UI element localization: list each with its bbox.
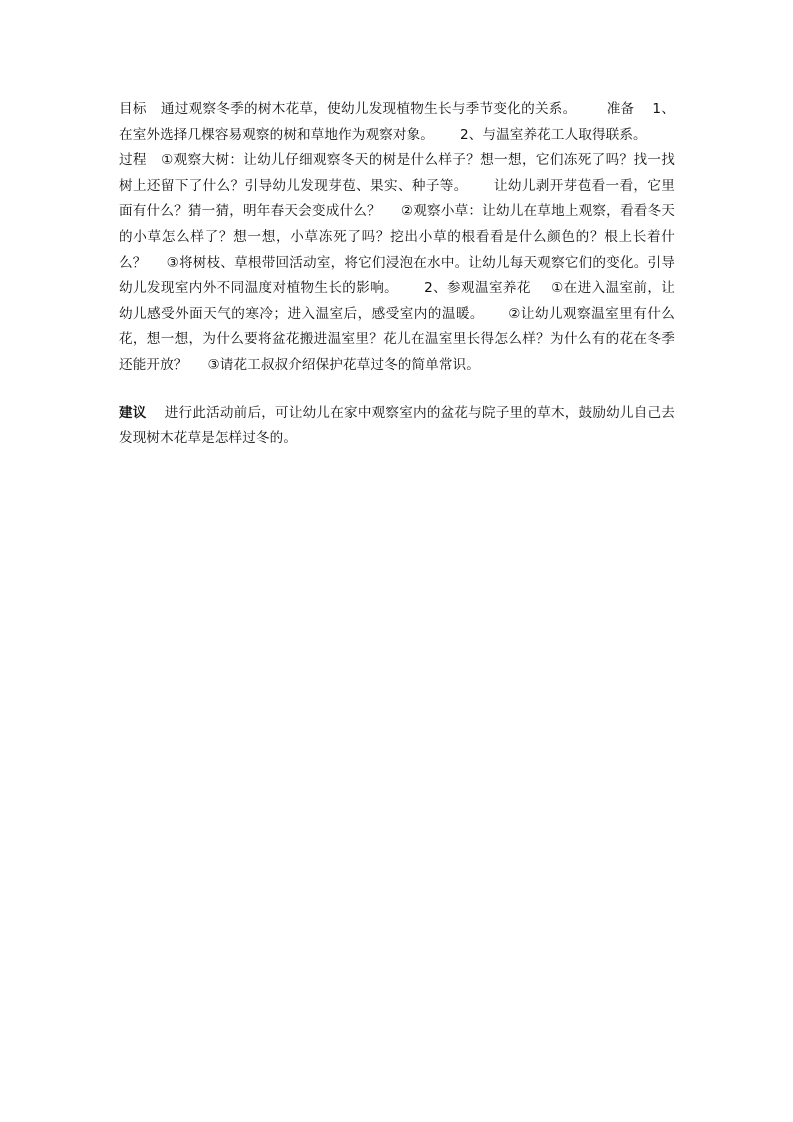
prep-item-1: 1、在室外选择几棵容易观察的树和草地作为观察对象。 xyxy=(119,101,676,143)
goal-label: 目标 xyxy=(119,101,147,117)
process-step-1a: ①观察大树：让幼儿仔细观察冬天的树是什么样子？想一想，它们冻死了吗？找一找树上还留下了什么？引导幼儿发现芽苞、果实、种子等。 xyxy=(119,152,675,194)
process-label: 过程 xyxy=(119,152,147,169)
process-part-2-step-1: ①在进入温室前，让幼儿感受外面天气的寒冷；进入温室后，感受室内的温暖。 xyxy=(119,280,676,322)
process-part-2-step-2: ②让幼儿观察温室里有什么花，想一想，为什么要将盆花搬进温室里？花儿在温室里长得怎么样？为什么有的花在冬季还能开放？ xyxy=(119,305,675,373)
process-part-2-label: 2、参观温室养花 xyxy=(424,280,531,297)
process-paragraph xyxy=(119,148,675,378)
prep-item-2: 2、与温室养花工人取得联系。 xyxy=(459,126,647,143)
suggestion-label: 建议 xyxy=(119,404,147,421)
process-step-3: ③将树枝、草根带回活动室，将它们浸泡在水中。让幼儿每天观察它们的变化。引导幼儿发现室内外不同温度对植物生长的影响。 xyxy=(119,254,675,297)
process-step-1b: 让幼儿剥开芽苞看一看，它里面有什么？猜一猜，明年春天会变成什么？ xyxy=(119,177,675,220)
suggestion-text: 进行此活动前后，可让幼儿在家中观察室内的盆花与院子里的草木，鼓励幼儿自己去发现树木花草是怎样过冬的。 xyxy=(119,404,675,447)
paragraph-gap xyxy=(119,379,675,401)
process-part-2-step-3: ③请花工叔叔介绍保护花草过冬的简单常识。 xyxy=(207,356,480,373)
goal-text: 通过观察冬季的树木花草，使幼儿发现植物生长与季节变化的关系。 xyxy=(160,101,577,117)
prep-label: 准备 xyxy=(606,101,635,117)
suggestion-paragraph xyxy=(119,401,675,452)
process-step-2: ②观察小草：让幼儿在草地上观察，看看冬天的小草怎么样了？想一想，小草冻死了吗？挖出小草的根看看是什么颜色的？根上长着什么？ xyxy=(119,203,675,271)
goal-prep-paragraph xyxy=(119,97,675,148)
document-body xyxy=(119,97,675,452)
